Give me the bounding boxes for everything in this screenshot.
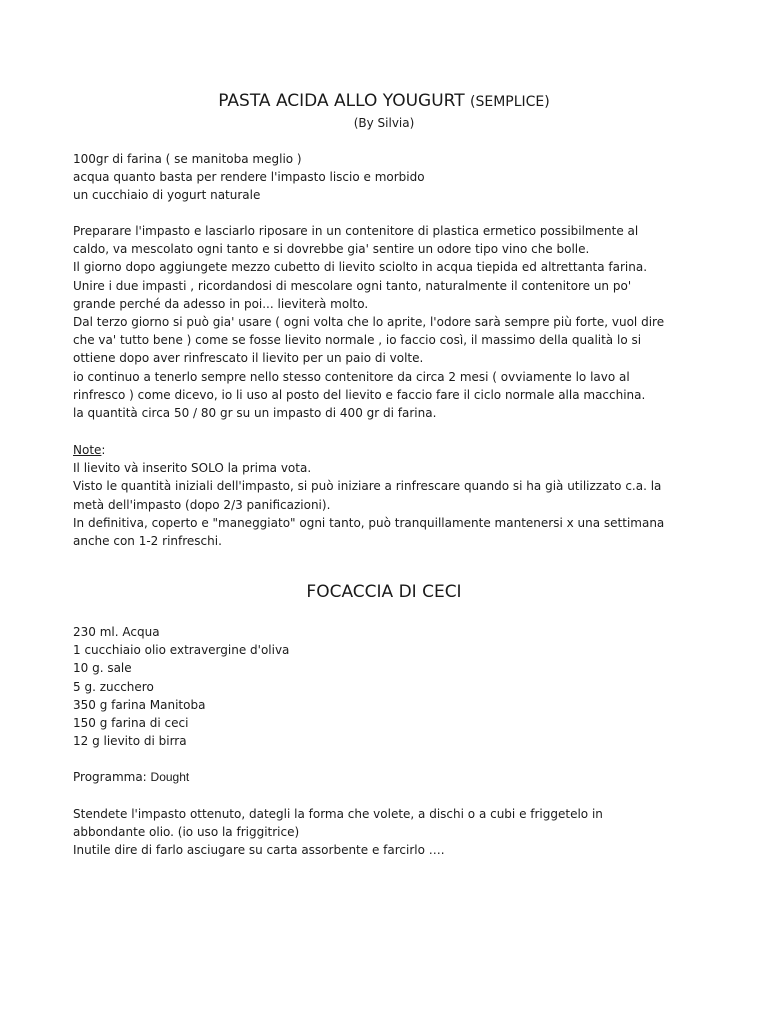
recipe-title-text: PASTA ACIDA ALLO YOUGURT: [218, 91, 465, 111]
instruction-line: ottiene dopo aver rinfrescato il lievito per un paio di volte.: [73, 351, 424, 366]
ingredients-list: [73, 150, 713, 205]
ingredient-line: 100gr di farina ( se manitoba meglio ): [73, 152, 302, 166]
note-line: Il lievito và inserito SOLO la prima vota.: [73, 461, 312, 476]
instruction-line: Preparare l'impasto e lasciarlo riposare in un contenitore di plastica ermetico possibilmente al: [73, 224, 639, 238]
instruction-line: grande perché da adesso in poi... lieviterà molto.: [73, 296, 369, 311]
note-line: Visto le quantità iniziali dell'impasto, si può iniziare a rinfrescare quando si ha già utilizzato c.a. la: [73, 479, 662, 494]
instruction-line: caldo, va mescolato ogni tanto e si dovrebbe gia' sentire un odore tipo vino che bolle.: [73, 242, 590, 257]
focaccia-instructions: [73, 805, 713, 860]
note-line: metà dell'impasto (dopo 2/3 panificazioni).: [73, 497, 331, 512]
recipe-byline: (By Silvia): [353, 116, 415, 130]
notes-heading: [73, 441, 713, 459]
notes-label: Note: [73, 443, 102, 457]
instruction-line: rinfresco ) come dicevo, io li uso al posto del lievito e faccio fare il ciclo normale alla macchina.: [73, 387, 646, 402]
program-value: Dought: [150, 770, 190, 784]
recipe-title-subtitle: (SEMPLICE): [470, 94, 550, 110]
note-line: anche con 1-2 rinfreschi.: [73, 534, 222, 549]
ingredient-line: 10 g. sale: [73, 661, 132, 676]
instruction-line: io continuo a tenerlo sempre nello stesso contenitore da circa 2 mesi ( ovviamente lo lavo al: [73, 369, 630, 384]
recipe-title: [0, 90, 768, 113]
instruction-line: abbondante olio. (io uso la friggitrice): [73, 825, 300, 840]
instruction-line: che va' tutto bene ) come se fosse lievito normale , io faccio così, il massimo della qualità lo si: [73, 333, 642, 348]
ingredient-line: acqua quanto basta per rendere l'impasto liscio e morbido: [73, 170, 425, 185]
ingredient-line: 350 g farina Manitoba: [73, 697, 206, 712]
program-line: [73, 768, 713, 786]
instructions-paragraph: [73, 222, 713, 422]
instruction-line: Il giorno dopo aggiungete mezzo cubetto di lievito sciolto in acqua tiepida ed altrettanta farina.: [73, 260, 648, 275]
notes-colon: :: [101, 443, 106, 457]
program-setting: [73, 768, 713, 786]
ingredient-line: un cucchiaio di yogurt naturale: [73, 188, 261, 203]
ingredient-line: 230 ml. Acqua: [73, 625, 160, 639]
instruction-line: Inutile dire di farlo asciugare su carta assorbente e farcirlo ….: [73, 843, 445, 858]
instruction-line: Unire i due impasti , ricordandosi di mescolare ogni tanto, naturalmente il contenitore un po': [73, 278, 632, 293]
ingredient-line: 5 g. zucchero: [73, 679, 154, 694]
instruction-line: Dal terzo giorno si può gia' usare ( ogni volta che lo aprite, l'odore sarà sempre più forte, vuol dire: [73, 315, 665, 330]
notes-section: [73, 441, 713, 550]
ingredient-line: 1 cucchiaio olio extravergine d'oliva: [73, 643, 290, 658]
program-label: Programma:: [73, 770, 151, 784]
recipe-title-focaccia: FOCACCIA DI CECI: [306, 582, 462, 602]
instruction-line: Stendete l'impasto ottenuto, dategli la forma che volete, a dischi o a cubi e friggetelo in: [73, 807, 603, 821]
note-line: In definitiva, coperto e "maneggiato" ogni tanto, può tranquillamente mantenersi x una settimana: [73, 515, 665, 530]
ingredient-line: 150 g farina di ceci: [73, 716, 189, 731]
focaccia-ingredients-list: [73, 623, 713, 750]
instruction-line: la quantità circa 50 / 80 gr su un impasto di 400 gr di farina.: [73, 406, 437, 421]
ingredient-line: 12 g lievito di birra: [73, 734, 187, 749]
